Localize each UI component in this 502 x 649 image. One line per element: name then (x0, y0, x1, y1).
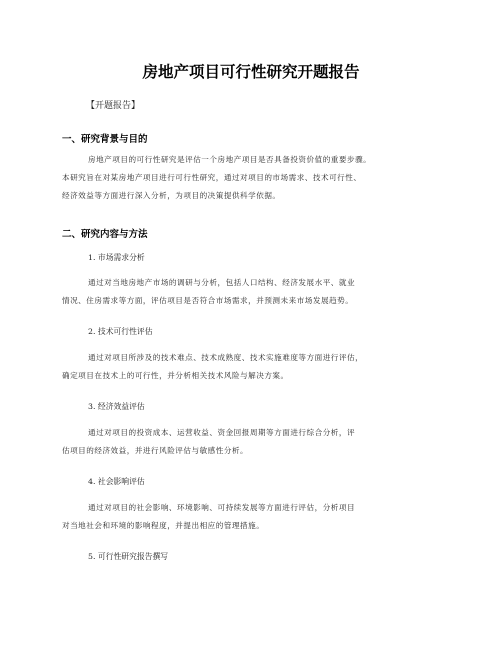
document-title: 房地产项目可行性研究开题报告 (142, 63, 360, 81)
item-label-4: 4. 社会影响评估 (88, 477, 145, 486)
item-4-paragraph (62, 499, 447, 535)
item-1-paragraph (62, 274, 447, 310)
paragraph-line: 通过对项目的社会影响、环境影响、可持续发展等方面进行评估，分析项目 (88, 503, 356, 512)
item-label-5: 5. 可行性研究报告撰写 (88, 552, 169, 561)
report-tag: 【开题报告】 (86, 101, 141, 111)
paragraph-line: 通过对项目的投资成本、运营收益、资金回报周期等方面进行综合分析，评 (88, 428, 356, 437)
paragraph-line: 房地产项目的可行性研究是评估一个房地产项目是否具备投资价值的重要步骤。 (88, 155, 372, 164)
paragraph-line: 通过对项目所涉及的技术难点、技术成熟度、技术实施难度等方面进行评估， (88, 353, 364, 362)
item-label-3: 3. 经济效益评估 (88, 402, 145, 411)
item-2-paragraph (62, 349, 447, 385)
item-label-2: 2. 技术可行性评估 (88, 327, 153, 336)
paragraph-line: 经济效益等方面进行深入分析，为项目的决策提供科学依据。 (62, 191, 281, 200)
item-label-1: 1. 市场需求分析 (88, 253, 145, 262)
item-3-paragraph (62, 424, 447, 460)
section-heading-1: 一、研究背景与目的 (62, 134, 148, 145)
paragraph-line: 估项目的经济效益，并进行风险评估与敏感性分析。 (62, 446, 249, 455)
paragraph-line: 确定项目在技术上的可行性，并分析相关技术风险与解决方案。 (62, 371, 289, 380)
section-heading-2: 二、研究内容与方法 (62, 229, 148, 240)
paragraph-line: 情况、住房需求等方面，评估项目是否符合市场需求，并预测未来市场发展趋势。 (62, 296, 354, 305)
paragraph-line: 本研究旨在对某房地产项目进行可行性研究，通过对项目的市场需求、技术可行性、 (62, 173, 362, 182)
paragraph-line: 通过对当地房地产市场的调研与分析，包括人口结构、经济发展水平、就业 (88, 278, 356, 287)
section-1-paragraph (62, 151, 447, 205)
paragraph-line: 对当地社会和环境的影响程度，并提出相应的管理措施。 (62, 521, 265, 530)
